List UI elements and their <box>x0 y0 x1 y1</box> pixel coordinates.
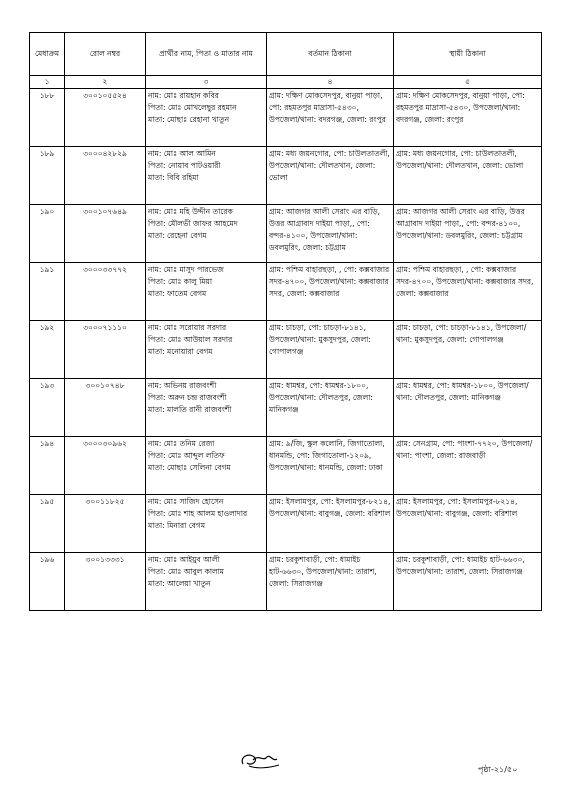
header-serial: মেধাক্রম <box>30 33 65 76</box>
father-name: পিতা: মোঃ আবুল কালাম <box>148 567 224 576</box>
serial-cell: ১৯৫ <box>30 495 65 553</box>
candidate-name: নাম: মোঃ মহি উদ্দীন তারেক <box>148 207 233 216</box>
present-address-cell: গ্রাম: চাচড়া, পো: চাচড়া-৮১৪১, উপজেলা/থানা: মুকসুদপুর, জেলা: গোপালগঞ্জ <box>267 321 394 379</box>
permanent-address-cell: গ্রাম: চাচড়া, পো: চাচড়া-৮১৪১, উপজেলা/থানা: মুকসুদপুর, জেলা: গোপালগঞ্জ <box>394 321 542 379</box>
candidate-name: নাম: অভিনয় রাজবংশী <box>148 381 217 390</box>
table-row <box>30 553 542 611</box>
father-name: পিতা: মোঃ আউয়াল সরদার <box>148 335 233 344</box>
candidate-name: নাম: মোঃ রায়হান কবির <box>148 91 219 100</box>
column-number-row <box>30 76 542 89</box>
permanent-address-cell: গ্রাম: মধ্য জয়নগোর, পো: চাউলতাতলী, উপজেলা/থানা: দৌলতখান, জেলা: ভোলা <box>394 147 542 205</box>
permanent-address-cell: গ্রাম: চরকুশাবাড়ী, পো: ধামাইচ হাট-৬৬৩০, উপজেলা/থানা: তারাশ, জেলা: সিরাজগঞ্জ <box>394 553 542 611</box>
serial-cell: ১৮৮ <box>30 89 65 147</box>
candidate-name: নাম: মোঃ তনিম রেজা <box>148 439 215 448</box>
table-row <box>30 89 542 147</box>
merit-list-table <box>29 32 542 611</box>
permanent-address-cell: গ্রাম: ইসলামপুর, পো: ইসলামপুর-৮২১৪, উপজেলা/থানা: বাবুগঞ্জ, জেলা: বরিশাল <box>394 495 542 553</box>
candidate-cell <box>146 437 267 495</box>
candidate-cell <box>146 495 267 553</box>
permanent-address-cell: গ্রাম: পশ্চিম বাহারছড়া, , পো: কক্সবাজার সদর-৪৭০০, উপজেলা/থানা: কক্সবাজার সদর, জেলা: কক্সবাজার <box>394 263 542 321</box>
present-address-cell: গ্রাম: মধ্য জয়নগোর, পো: চাউলতাতলী, উপজেলা/থানা: দৌলতখান, জেলা: ভোলা <box>267 147 394 205</box>
column-number: ৫ <box>394 76 542 89</box>
roll-cell: ৩০০০৩৩৭৭২ <box>65 263 146 321</box>
serial-cell: ১৯০ <box>30 205 65 263</box>
permanent-address-cell: গ্রাম: ধামশ্বর, পো: ধামশ্বর-১৮০০, উপজেলা/থানা: দৌলতপুর, জেলা: মানিকগঞ্জ <box>394 379 542 437</box>
table-row <box>30 321 542 379</box>
candidate-cell <box>146 89 267 147</box>
candidate-name: নাম: মোঃ আইয়ুব আলী <box>148 555 220 564</box>
serial-cell: ১৯৬ <box>30 553 65 611</box>
header-row <box>30 33 542 76</box>
father-name: পিতা: মোঃ মোখলেছুর রহমান <box>148 103 237 112</box>
present-address-cell: গ্রাম: ধামশ্বর, পো: ধামশ্বর-১৮০০, উপজেলা/থানা: দৌলতপুর, জেলা: মানিকগঞ্জ <box>267 379 394 437</box>
roll-cell: ৩০০১৩৩৩১ <box>65 553 146 611</box>
header-permanent-address: স্থায়ী ঠিকানা <box>394 33 542 76</box>
column-number: ১ <box>30 76 65 89</box>
present-address-cell: গ্রাম: দক্ষিণ মোকসেদপুর, বানুয়া পাড়া, পো: রহমতপুর মাদ্রাসা-৫৪৩০, উপজেলা/থানা: বদরগঞ্জ, জেলা: রংপুর <box>267 89 394 147</box>
signature-mark <box>237 748 283 772</box>
roll-cell: ৩০০১০৫৫২৪ <box>65 89 146 147</box>
serial-cell: ১৯৪ <box>30 437 65 495</box>
mother-name: মাতা: মোছাঃ সেলিনা বেগম <box>148 463 231 472</box>
candidate-cell <box>146 321 267 379</box>
page-number: পৃষ্ঠা-২১/৫০ <box>478 765 518 774</box>
mother-name: মাতা: মিনারা বেগম <box>148 521 205 530</box>
candidate-name: নাম: মোঃ সাজিদ হোসেন <box>148 497 224 506</box>
serial-cell: ১৮৯ <box>30 147 65 205</box>
candidate-cell <box>146 205 267 263</box>
mother-name: মাতা: ফাতেম বেগম <box>148 289 207 298</box>
present-address-cell: গ্রাম: আজগর আলী সেরাং এর বাড়ি, উত্তর আগ্রাবাদ দাইয়া পাড়া,, পো: বন্দর-৪১০০, উপজেলা/থানা: ডবলমুরিং, জেলা: চট্টগ্রাম <box>267 205 394 263</box>
serial-cell: ১৯২ <box>30 321 65 379</box>
present-address-cell: গ্রাম: পশ্চিম বাহারছড়া, , পো: কক্সবাজার সদর-৪৭০০, উপজেলা/থানা: কক্সবাজার সদর, জেলা: কক্সবাজার <box>267 263 394 321</box>
mother-name: মাতা: মনোয়ারা বেগম <box>148 347 213 356</box>
candidate-cell <box>146 553 267 611</box>
roll-cell: ৩০০০৩০৯৬২ <box>65 437 146 495</box>
candidate-cell <box>146 263 267 321</box>
mother-name: মাতা: আলেয়া খাতুন <box>148 579 211 588</box>
table-row <box>30 437 542 495</box>
permanent-address-cell: গ্রাম: দক্ষিণ মোকসেদপুর, বানুয়া পাড়া, পো: রহমতপুর মাদ্রাসা-৫৪৩০, উপজেলা/থানা: বদরগঞ্জ, জেলা: রংপুর <box>394 89 542 147</box>
present-address-cell: গ্রাম: ইসলামপুর, পো: ইসলামপুর-৮২১৪, উপজেলা/থানা: বাবুগঞ্জ, জেলা: বরিশাল <box>267 495 394 553</box>
table-row <box>30 205 542 263</box>
father-name: পিতা: মোঃ শাহ আলম হাওলাদার <box>148 509 248 518</box>
father-name: পিতা: মৌলভী জাফর আহমেদ <box>148 219 238 228</box>
header-name: প্রার্থীর নাম, পিতা ও মাতার নাম <box>146 33 267 76</box>
father-name: পিতা: মোঃ কালু মিয়া <box>148 277 213 286</box>
candidate-name: নাম: মোঃ আল আমিন <box>148 149 216 158</box>
header-roll: রোল নম্বর <box>65 33 146 76</box>
candidate-name: নাম: মোঃ সরোয়ার সরদার <box>148 323 227 332</box>
present-address-cell: গ্রাম: ৯/জি, স্কুল কলোনি, জিগাতোলা, ধানমন্ডি, পো: জিগাতোলা-১২০৯, উপজেলা/থানা: ধানমন্ডি, জেলা: ঢাকা <box>267 437 394 495</box>
candidate-name: নাম: মোঃ মাসুদ পারভেজ <box>148 265 224 274</box>
candidate-cell <box>146 147 267 205</box>
serial-cell: ১৯১ <box>30 263 65 321</box>
mother-name: মাতা: মালতি রানী রাজবংশী <box>148 405 232 414</box>
header-present-address: বর্তমান ঠিকানা <box>267 33 394 76</box>
roll-cell: ৩০০১০৭৪৮ <box>65 379 146 437</box>
roll-cell: ৩০০০৪২৮২৯ <box>65 147 146 205</box>
father-name: পিতা: মোঃ আব্দুল লতিফ <box>148 451 225 460</box>
table-row <box>30 263 542 321</box>
mother-name: মাতা: রেহেনা বেগম <box>148 231 207 240</box>
permanent-address-cell: গ্রাম: আজগর আলী সেরাং এর বাড়ি, উত্তর আগ্রাবাদ দাইয়া পাড়া,, পো: বন্দর-৪১০০, উপজেলা/থানা: ডবলমুরিং, জেলা: চট্টগ্রাম <box>394 205 542 263</box>
serial-cell: ১৯৩ <box>30 379 65 437</box>
column-number: ৪ <box>267 76 394 89</box>
present-address-cell: গ্রাম: চরকুশাবাড়ী, পো: ধামাইচ হাট-৬৬৩০, উপজেলা/থানা: তারাশ, জেলা: সিরাজগঞ্জ <box>267 553 394 611</box>
table-row <box>30 147 542 205</box>
mother-name: মাতা: বিবি রহিমা <box>148 173 199 182</box>
column-number: ৩ <box>146 76 267 89</box>
table-row <box>30 379 542 437</box>
permanent-address-cell: গ্রাম: সেনগ্রাম, পো: পাংশা-৭৭২০, উপজেলা/থানা: পাংশা, জেলা: রাজবাড়ী <box>394 437 542 495</box>
table-row <box>30 495 542 553</box>
roll-cell: ৩০০০৭১১১০ <box>65 321 146 379</box>
column-number: ২ <box>65 76 146 89</box>
father-name: পিতা: নোয়াব পাটওয়ারী <box>148 161 221 170</box>
roll-cell: ৩০০১০৭৬৪৯ <box>65 205 146 263</box>
mother-name: মাতা: মোছাঃ রেহানা খাতুন <box>148 115 230 124</box>
candidate-cell <box>146 379 267 437</box>
father-name: পিতা: অরুন চন্দ্র রাজবংশী <box>148 393 227 402</box>
roll-cell: ৩০০১১৮২৫ <box>65 495 146 553</box>
